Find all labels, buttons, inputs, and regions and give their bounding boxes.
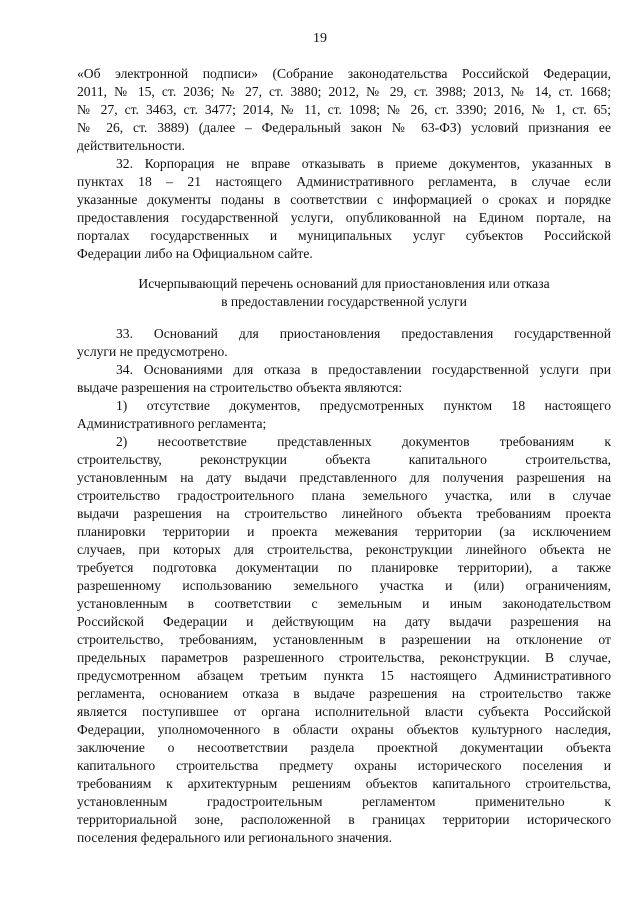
text-line: Российской Федерации и действующим на дату выдачи разрешения на xyxy=(77,614,611,629)
text-line: 34. Основаниями для отказа в предоставлении государственной услуги при xyxy=(116,362,611,377)
text-line: поселения федерального или регионального значения. xyxy=(77,830,393,845)
section-heading-line: в предоставлении государственной услуги xyxy=(221,294,467,309)
text-line: строительство, требованиям, установленным в разрешении на отклонение от xyxy=(77,632,611,647)
page-number: 19 xyxy=(313,31,327,46)
text-line: установленным на дату выдачи представленного для получения разрешения на xyxy=(77,470,611,485)
text-line: планировки территории и проекта межевания территории (за исключением xyxy=(77,524,611,539)
text-line: установленным в соответствии с земельным и иным законодательством xyxy=(77,596,611,611)
text-line: строительство градостроительного плана земельного участка, или в случае xyxy=(77,488,611,503)
text-line: капитального строительства предмету охраны исторического поселения и xyxy=(77,758,611,773)
text-line: требуется подготовка документации по планировке территории), а также xyxy=(77,560,611,575)
text-line: 32. Корпорация не вправе отказывать в приеме документов, указанных в xyxy=(116,156,611,171)
text-line: установленным градостроительным регламентом применительно к xyxy=(77,794,611,809)
text-line: случаев, при которых для строительства, реконструкции линейного объекта не xyxy=(77,542,611,557)
text-line: действительности. xyxy=(77,138,185,153)
text-line: строительству, реконструкции объекта капитального строительства, xyxy=(77,452,611,467)
text-line: 33. Оснований для приостановления предоставления государственной xyxy=(116,326,611,341)
text-line: 1) отсутствие документов, предусмотренных пунктом 18 настоящего xyxy=(116,398,611,413)
text-line: порталах государственных и муниципальных услуг субъектов Российской xyxy=(77,228,611,243)
text-line: Административного регламента; xyxy=(77,416,267,431)
text-line: заключение о несоответствии раздела проектной документации объекта xyxy=(77,740,611,755)
text-line: пунктах 18 – 21 настоящего Административного регламента, в случае если xyxy=(77,174,611,189)
text-line: требованиям к архитектурным решениям объектов капитального строительства, xyxy=(77,776,611,791)
text-line: выдаче разрешения на строительство объекта являются: xyxy=(77,380,403,395)
text-line: предельных параметров разрешенного строительства, реконструкции. В случае, xyxy=(77,650,611,665)
text-line: выдачи разрешения на строительство линейного объекта требованиям проекта xyxy=(77,506,611,521)
section-heading-line: Исчерпывающий перечень оснований для приостановления или отказа xyxy=(138,276,550,291)
text-line: Федерации, уполномоченного в области охраны объектов культурного наследия, xyxy=(77,722,611,737)
text-line: № 26, ст. 3889) (далее – Федеральный закон № 63-ФЗ) условий признания ее xyxy=(77,120,611,135)
text-line: 2) несоответствие представленных документов требованиям к xyxy=(116,434,611,449)
text-line: «Об электронной подписи» (Собрание законодательства Российской Федерации, xyxy=(77,66,611,81)
text-line: является поступившее от органа исполнительной власти субъекта Российской xyxy=(77,704,611,719)
text-line: предусмотренном абзацем третьим пункта 15 настоящего Административного xyxy=(77,668,611,683)
text-line: указанные документы поданы в соответствии с информацией о сроках и порядке xyxy=(77,192,611,207)
text-line: 2011, № 15, ст. 2036; № 27, ст. 3880; 2012, № 29, ст. 3988; 2013, № 14, ст. 1668; xyxy=(77,84,611,99)
text-line: услуги не предусмотрено. xyxy=(77,344,228,359)
text-line: разрешенному использованию земельного участка и (или) ограничениям, xyxy=(77,578,611,593)
text-line: территориальной зоне, расположенной в границах территории исторического xyxy=(77,812,611,827)
text-line: предоставления государственной услуги, опубликованной на Едином портале, на xyxy=(77,210,611,225)
text-line: № 27, ст. 3463, ст. 3477; 2014, № 11, ст. 1098; № 26, ст. 3390; 2016, № 1, ст. 65; xyxy=(77,102,611,117)
text-line: регламента, основанием отказа в выдаче разрешения на строительство также xyxy=(77,686,611,701)
text-line: Федерации либо на Официальном сайте. xyxy=(77,246,313,261)
